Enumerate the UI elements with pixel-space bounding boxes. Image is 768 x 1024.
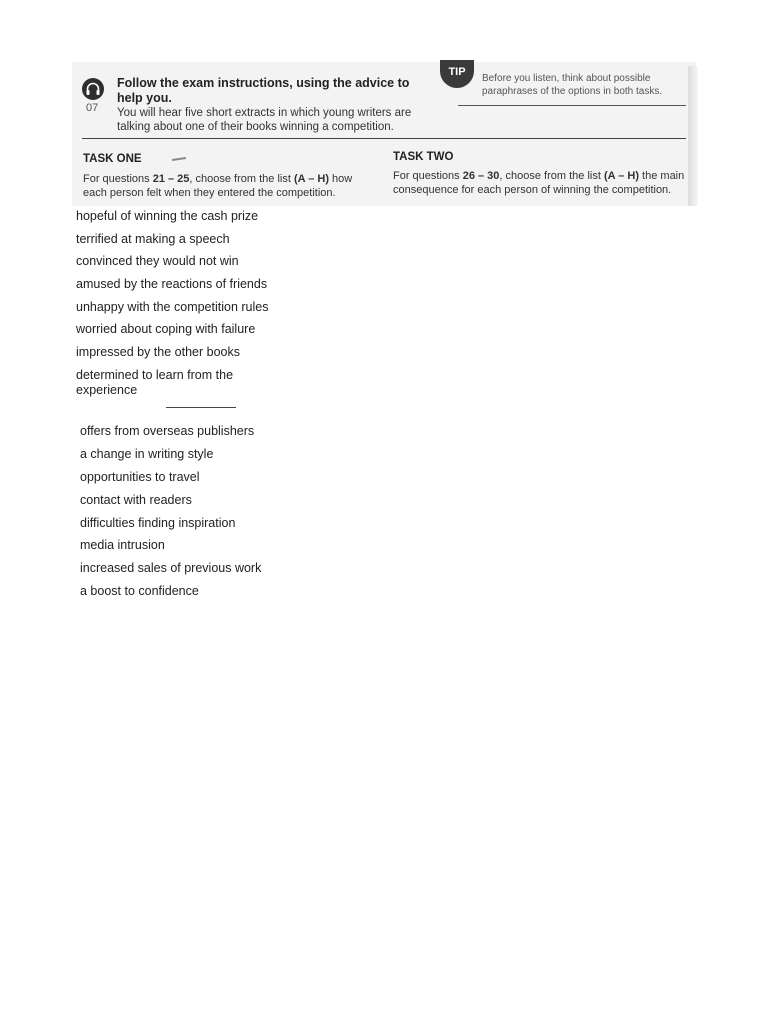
list-item: unhappy with the competition rules bbox=[76, 299, 269, 314]
list-item: hopeful of winning the cash prize bbox=[76, 209, 259, 223]
tip-badge: TIP bbox=[440, 60, 474, 88]
header-divider bbox=[82, 138, 686, 139]
task-one-questions: 21 – 25 bbox=[152, 173, 190, 185]
list-divider bbox=[166, 407, 236, 408]
list-item: difficulties finding inspiration bbox=[80, 515, 236, 530]
list-item: terrified at making a speech bbox=[76, 231, 230, 246]
list-item: opportunities to travel bbox=[80, 469, 200, 484]
list-item: contact with readers bbox=[80, 492, 192, 507]
scan-edge-shadow bbox=[688, 66, 698, 206]
list-item: worried about coping with failure bbox=[76, 322, 256, 337]
task-one-title: TASK ONE bbox=[83, 153, 142, 165]
task-two-description: For questions 26 – 30, choose from the list (A – H) the main consequence for each person of winning the competition. bbox=[393, 170, 685, 196]
task-two-questions: 26 – 30 bbox=[462, 170, 500, 182]
tip-divider bbox=[458, 105, 686, 106]
instruction-intro: You will hear five short extracts in which young writers are talking about one of their books winning a competition. bbox=[117, 107, 412, 133]
list-item: impressed by the other books bbox=[76, 345, 240, 360]
list-item: offers from overseas publishers bbox=[80, 424, 255, 438]
list-item: a boost to confidence bbox=[80, 584, 199, 599]
task-one-range: (A – H) bbox=[293, 173, 329, 185]
task-two-range: (A – H) bbox=[603, 170, 639, 182]
task-one-description: For questions 21 – 25, choose from the list (A – H) how each person felt when they entered the competition. bbox=[83, 173, 353, 199]
headphones-icon bbox=[82, 78, 104, 100]
list-item: increased sales of previous work bbox=[80, 561, 262, 576]
track-number: 07 bbox=[86, 102, 99, 114]
task-two-options bbox=[80, 424, 310, 607]
tip-text: Before you listen, think about possible paraphrases of the options in both tasks. bbox=[482, 73, 663, 97]
list-item: media intrusion bbox=[80, 538, 165, 553]
list-item: amused by the reactions of friends bbox=[76, 277, 268, 292]
list-item: determined to learn from the experience bbox=[76, 367, 234, 397]
list-item: a change in writing style bbox=[80, 446, 214, 461]
instruction-heading: Follow the exam instructions, using the advice to help you. bbox=[117, 76, 410, 105]
task-two-title: TASK TWO bbox=[393, 151, 454, 163]
list-item: convinced they would not win bbox=[76, 254, 239, 269]
task-one-options bbox=[76, 209, 286, 406]
